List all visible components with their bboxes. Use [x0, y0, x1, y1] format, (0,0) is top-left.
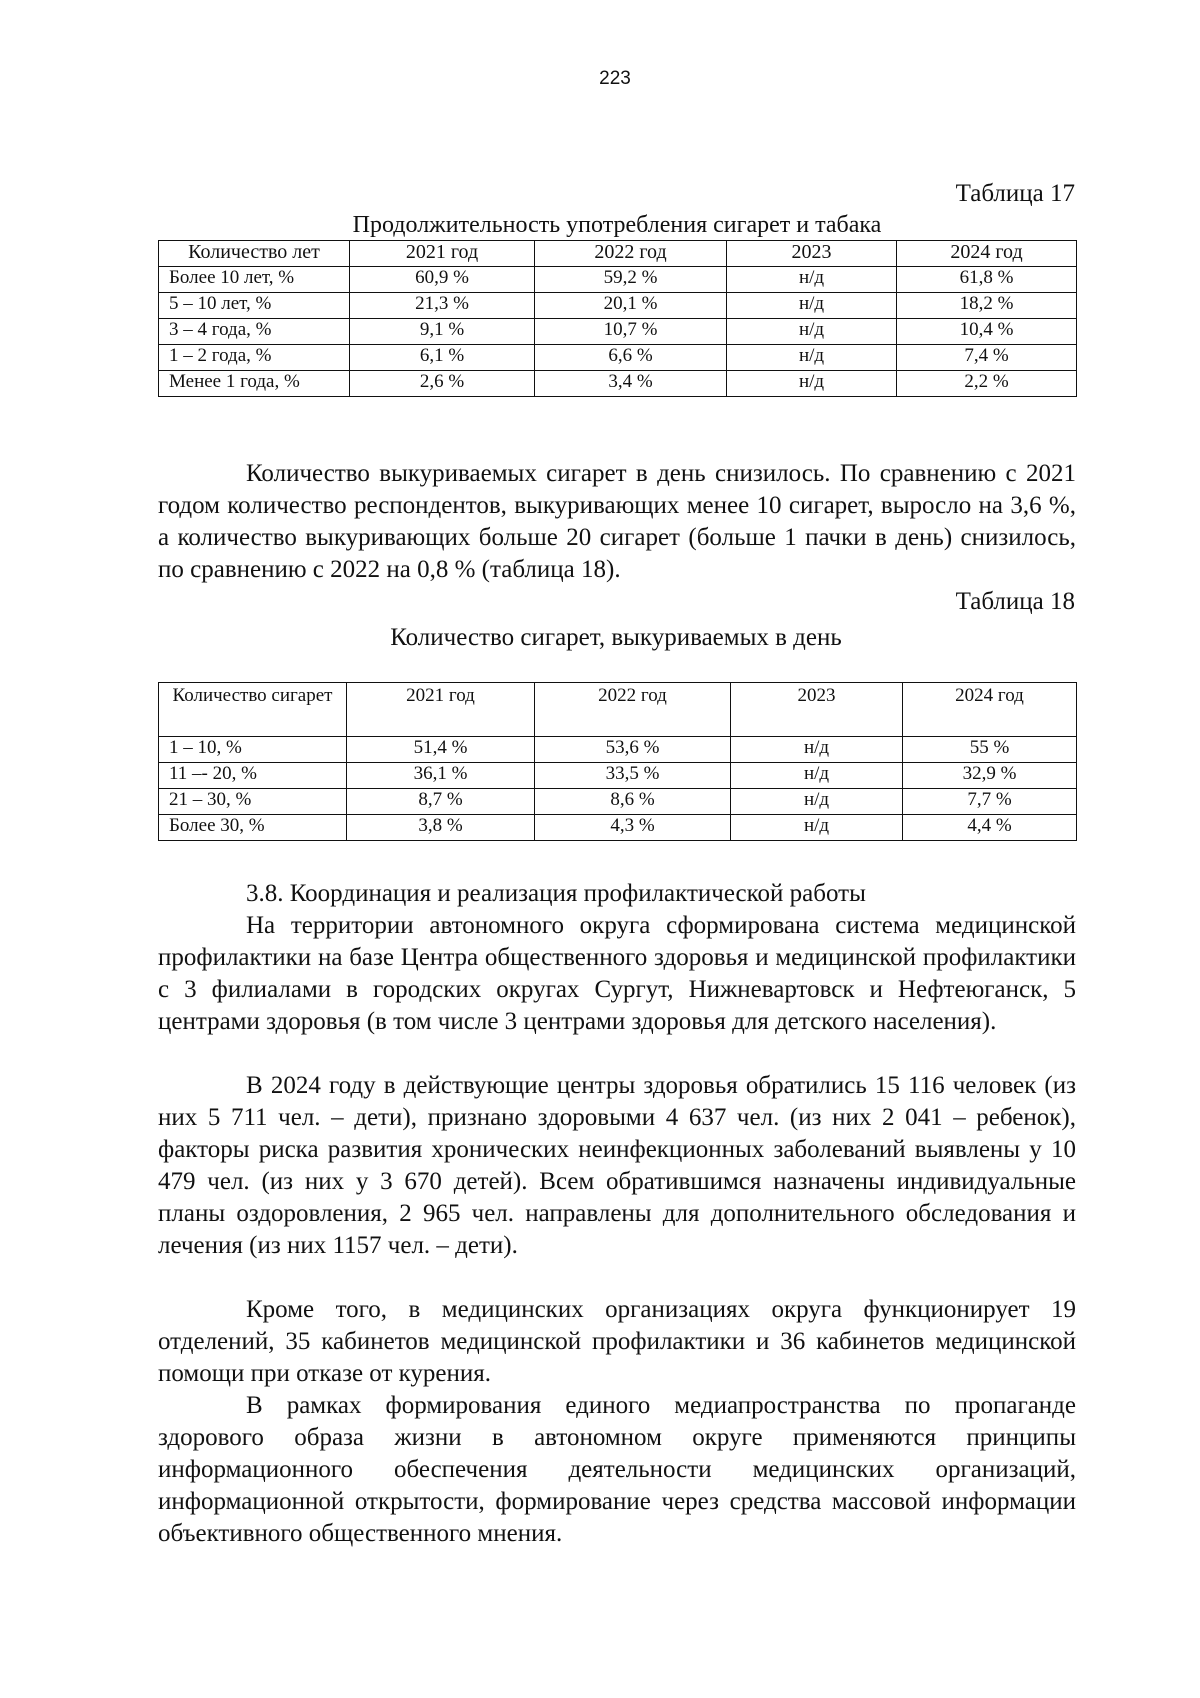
table-cell: н/д — [731, 815, 903, 841]
paragraph-cigarettes-per-day: Количество выкуриваемых сигарет в день снизилось. По сравнению с 2021 годом количество респондентов, выкуривающих менее 10 сигарет, выросло на 3,6 %, а количество выкуривающих больше 20 сигарет (больше 1 пачки в день) снизилось, по сравнению с 2022 на 0,8 % (таблица 18). — [158, 460, 1076, 583]
table-cell: 53,6 % — [535, 737, 731, 763]
row-header: 21 – 30, % — [159, 789, 347, 815]
table-17-title: Продолжительность употребления сигарет и табака — [352, 212, 882, 238]
table-row — [159, 789, 1077, 815]
column-header: 2023 — [727, 241, 897, 267]
row-header: Менее 1 года, % — [159, 371, 350, 397]
table-cell: 60,9 % — [350, 267, 535, 293]
table-cell: н/д — [727, 319, 897, 345]
table-cell: 7,7 % — [903, 789, 1077, 815]
table-cell: 2,2 % — [897, 371, 1077, 397]
table-cell: 4,4 % — [903, 815, 1077, 841]
table-cell: 9,1 % — [350, 319, 535, 345]
table-row — [159, 763, 1077, 789]
column-header: Количество лет — [159, 241, 350, 267]
table-18-label: Таблица 18 — [955, 588, 1075, 615]
table-cell: 2,6 % — [350, 371, 535, 397]
table-row — [159, 267, 1077, 293]
table-cell: н/д — [731, 789, 903, 815]
table-18 — [158, 682, 1077, 841]
table-cell: 61,8 % — [897, 267, 1077, 293]
table-row — [159, 371, 1077, 397]
paragraph-departments: Кроме того, в медицинских организациях округа функционирует 19 отделений, 35 кабинетов медицинской профилактики и 36 кабинетов медицинской помощи при отказе от курения. — [158, 1296, 1076, 1387]
table-18-title: Количество сигарет, выкуриваемых в день — [390, 624, 842, 651]
table-cell: 10,4 % — [897, 319, 1077, 345]
table-row — [159, 345, 1077, 371]
table-row — [159, 737, 1077, 763]
table-header-row — [159, 683, 1077, 737]
table-cell: 32,9 % — [903, 763, 1077, 789]
column-header: 2024 год — [903, 683, 1077, 737]
column-header: 2021 год — [350, 241, 535, 267]
table-cell: 18,2 % — [897, 293, 1077, 319]
table-cell: н/д — [731, 737, 903, 763]
table-cell: 8,7 % — [347, 789, 535, 815]
page-number: 223 — [599, 68, 631, 89]
table-cell: н/д — [731, 763, 903, 789]
table-cell: 51,4 % — [347, 737, 535, 763]
table-cell: 20,1 % — [535, 293, 727, 319]
table-cell: 6,1 % — [350, 345, 535, 371]
table-cell: 7,4 % — [897, 345, 1077, 371]
table-row — [159, 319, 1077, 345]
table-cell: 55 % — [903, 737, 1077, 763]
table-cell: 8,6 % — [535, 789, 731, 815]
table-cell: 36,1 % — [347, 763, 535, 789]
table-cell: 3,8 % — [347, 815, 535, 841]
column-header: 2023 — [731, 683, 903, 737]
column-header: 2024 год — [897, 241, 1077, 267]
row-header: 3 – 4 года, % — [159, 319, 350, 345]
column-header: 2022 год — [535, 683, 731, 737]
row-header: 1 – 2 года, % — [159, 345, 350, 371]
table-cell: н/д — [727, 267, 897, 293]
table-cell: н/д — [727, 371, 897, 397]
table-cell: 3,4 % — [535, 371, 727, 397]
column-header: Количество сигарет — [159, 683, 347, 737]
table-cell: 21,3 % — [350, 293, 535, 319]
row-header: 5 – 10 лет, % — [159, 293, 350, 319]
column-header: 2022 год — [535, 241, 727, 267]
table-header-row — [159, 241, 1077, 267]
table-cell: 33,5 % — [535, 763, 731, 789]
table-cell: 59,2 % — [535, 267, 727, 293]
row-header: Более 10 лет, % — [159, 267, 350, 293]
row-header: Более 30, % — [159, 815, 347, 841]
table-17-label: Таблица 17 — [955, 180, 1075, 207]
table-cell: н/д — [727, 293, 897, 319]
column-header: 2021 год — [347, 683, 535, 737]
paragraph-media-space: В рамках формирования единого медиапространства по пропаганде здорового образа жизни в автономном округе применяются принципы информационного обеспечения деятельности медицинских организаций, информационной открытости, формирование через средства массовой информации объективного общественного мнения. — [158, 1392, 1076, 1547]
table-cell: 4,3 % — [535, 815, 731, 841]
table-cell: н/д — [727, 345, 897, 371]
paragraph-health-centers-2024: В 2024 году в действующие центры здоровья обратились 15 116 человек (из них 5 711 чел. – дети), признано здоровыми 4 637 чел. (из них 2 041 – ребенок), факторы риска развития хронических неинфекционных заболеваний выявлены у 10 479 чел. (из них у 3 670 детей). Всем обратившимся назначены индивидуальные планы оздоровления, 2 965 чел. направлены для дополнительного обследования и лечения (из них 1157 чел. – дети). — [158, 1072, 1076, 1259]
table-cell: 10,7 % — [535, 319, 727, 345]
row-header: 11 –- 20, % — [159, 763, 347, 789]
section-heading: 3.8. Координация и реализация профилактической работы — [246, 880, 866, 907]
table-row — [159, 815, 1077, 841]
table-17 — [158, 240, 1077, 397]
table-row — [159, 293, 1077, 319]
paragraph-prevention-system: На территории автономного округа сформирована система медицинской профилактики на базе Центра общественного здоровья и медицинской профилактики с 3 филиалами в городских округах Сургут, Нижневартовск и Нефтеюганск, 5 центрами здоровья (в том числе 3 центрами здоровья для детского населения). — [158, 912, 1076, 1035]
table-cell: 6,6 % — [535, 345, 727, 371]
row-header: 1 – 10, % — [159, 737, 347, 763]
